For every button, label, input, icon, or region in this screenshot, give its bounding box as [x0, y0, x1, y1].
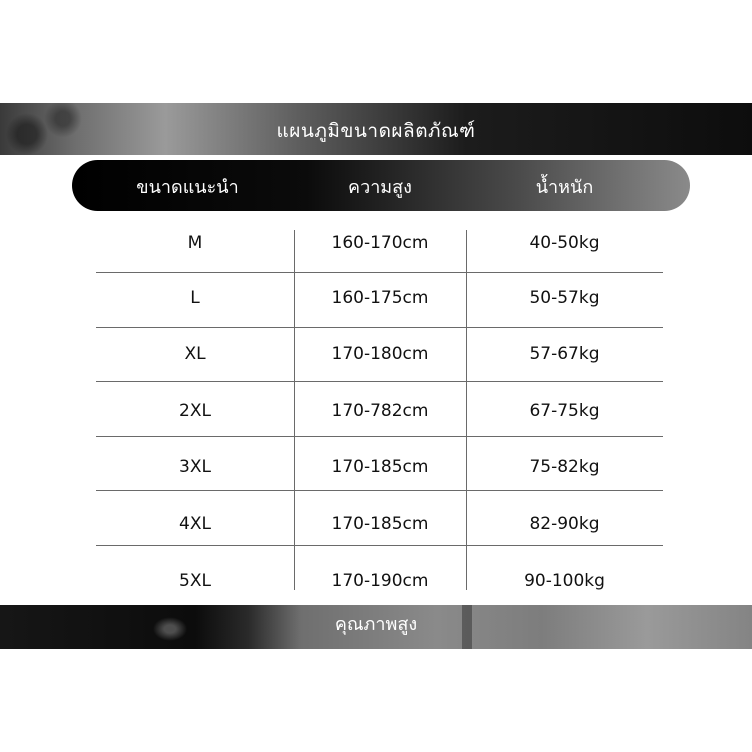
row-divider	[96, 490, 663, 491]
table-cell-height: 170-190cm	[331, 571, 429, 591]
table-cell-size: L	[190, 288, 200, 308]
table-cell-weight: 57-67kg	[529, 344, 600, 364]
row-divider	[96, 436, 663, 437]
row-divider	[96, 545, 663, 546]
table-cell-size: 3XL	[179, 457, 211, 477]
footer-tagline: คุณภาพสูง	[334, 614, 418, 635]
table-cell-size: 4XL	[179, 514, 211, 534]
table-cell-height: 170-180cm	[331, 344, 429, 364]
table-cell-size: XL	[184, 344, 206, 364]
table-cell-height: 170-782cm	[331, 401, 429, 421]
table-cell-weight: 90-100kg	[524, 571, 605, 591]
header-height: ความสูง	[348, 177, 412, 198]
table-cell-height: 170-185cm	[331, 457, 429, 477]
header-weight: น้ำหนัก	[535, 177, 594, 198]
table-cell-weight: 67-75kg	[529, 401, 600, 421]
table-cell-weight: 40-50kg	[529, 233, 600, 253]
table-cell-weight: 82-90kg	[529, 514, 600, 534]
row-divider	[96, 327, 663, 328]
table-cell-size: 2XL	[179, 401, 211, 421]
table-cell-height: 170-185cm	[331, 514, 429, 534]
chart-title: แผนภูมิขนาดผลิตภัณฑ์	[276, 120, 476, 142]
table-cell-height: 160-170cm	[331, 233, 429, 253]
table-cell-weight: 50-57kg	[529, 288, 600, 308]
row-divider	[96, 381, 663, 382]
table-cell-size: 5XL	[179, 571, 211, 591]
table-cell-height: 160-175cm	[331, 288, 429, 308]
row-divider	[96, 272, 663, 273]
table-cell-weight: 75-82kg	[529, 457, 600, 477]
header-size: ขนาดแนะนำ	[136, 177, 239, 198]
table-cell-size: M	[187, 233, 203, 253]
